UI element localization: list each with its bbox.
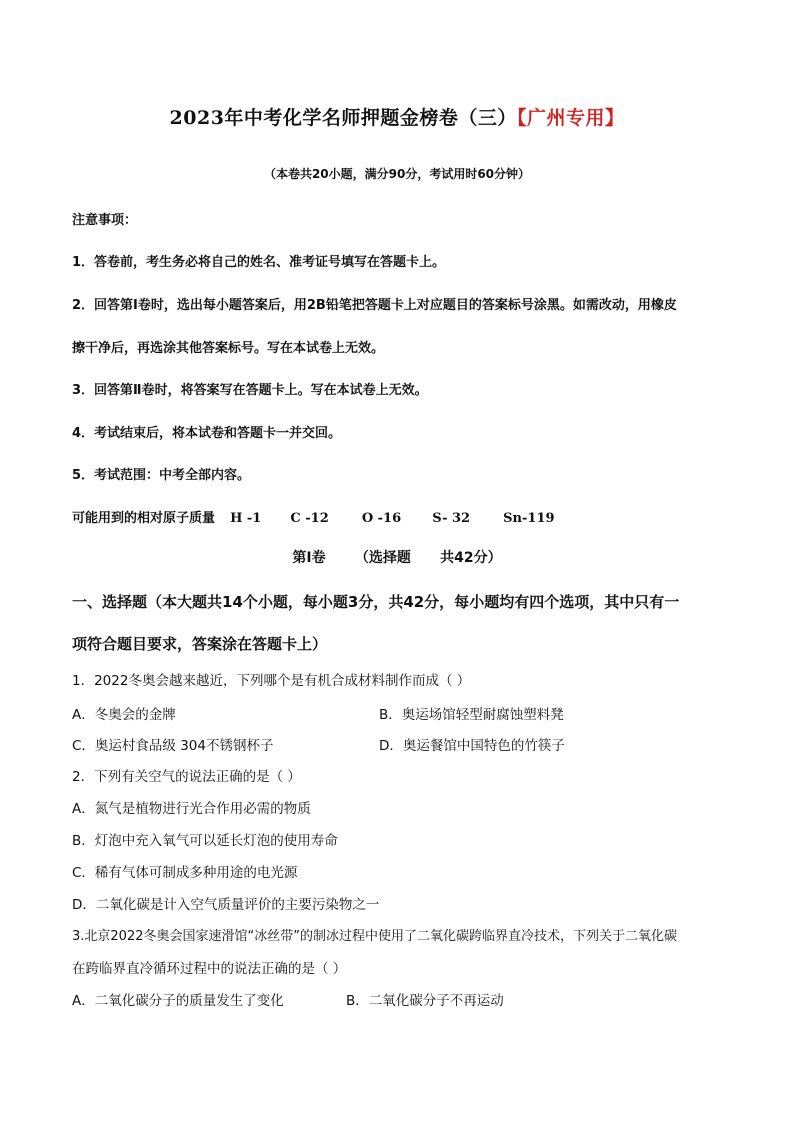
mass-s: S- 32 [432, 511, 471, 526]
section-title: 第Ⅰ卷 （选择题 共42分） [292, 550, 502, 566]
note-2-line1: 2．回答第Ⅰ卷时，选出每小题答案后，用2B铅笔把答题卡上对应题目的答案标号涂黑。如需改动，用橡皮 [72, 298, 677, 313]
q2-option-b: B．灯泡中充入氧气可以延长灯泡的使用寿命 [72, 833, 338, 849]
mass-sn: Sn-119 [503, 511, 555, 526]
q2-option-d: D．二氧化碳是计入空气质量评价的主要污染物之一 [72, 897, 380, 913]
mass-c: C -12 [290, 511, 329, 526]
note-4: 4．考试结束后，将本试卷和答题卡一并交回。 [72, 426, 342, 441]
title-main: 2023年中考化学名师押题金榜卷（三） [169, 107, 517, 129]
q1-option-b: B．奥运场馆轻型耐腐蚀塑料凳 [379, 707, 564, 723]
atomic-mass-line [72, 507, 555, 526]
q3-option-a: A．二氧化碳分子的质量发生了变化 [72, 993, 284, 1009]
q1-option-c: C．奥运村食品级 304不锈钢杯子 [72, 738, 274, 754]
exam-info: （本卷共20小题，满分90分，考试用时60分钟） [263, 167, 531, 181]
note-2-line2: 擦干净后，再选涂其他答案标号。写在本试卷上无效。 [72, 341, 385, 356]
question-2: 2．下列有关空气的说法正确的是（ ） [72, 769, 301, 785]
mass-o: O -16 [361, 511, 402, 526]
note-5: 5．考试范围：中考全部内容。 [72, 468, 251, 483]
question-3-line1: 3.北京2022冬奥会国家速滑馆“冰丝带”的制冰过程中使用了二氧化碳跨临界直冷技术，下列关于二氧化碳 [72, 929, 677, 944]
q1-option-d: D．奥运餐馆中国特色的竹筷子 [379, 738, 565, 754]
q3-option-b: B．二氧化碳分子不再运动 [346, 993, 504, 1009]
q2-option-c: C．稀有气体可制成多种用途的电光源 [72, 865, 298, 881]
page-title [0, 103, 794, 130]
question-1: 1．2022冬奥会越来越近，下列哪个是有机合成材料制作而成（ ） [72, 673, 471, 689]
q2-option-a: A．氮气是植物进行光合作用必需的物质 [72, 801, 311, 817]
title-tag: 【广州专用】 [516, 107, 625, 129]
part1-heading-line2: 项符合题目要求，答案涂在答题卡上） [72, 635, 328, 653]
note-3: 3．回答第Ⅱ卷时，将答案写在答题卡上。写在本试卷上无效。 [72, 383, 428, 398]
part1-heading-line1: 一、选择题（本大题共14个小题，每小题3分，共42分，每小题均有四个选项，其中只有一 [72, 593, 680, 611]
atomic-mass-label: 可能用到的相对原子质量 [72, 511, 216, 526]
notes-heading: 注意事项： [72, 213, 138, 228]
question-3-line2: 在跨临界直冷循环过程中的说法正确的是（ ） [72, 961, 347, 977]
mass-h: H -1 [230, 511, 262, 526]
q1-option-a: A．冬奥会的金牌 [72, 707, 176, 723]
note-1: 1．答卷前，考生务必将自己的姓名、准考证号填写在答题卡上。 [72, 255, 446, 270]
